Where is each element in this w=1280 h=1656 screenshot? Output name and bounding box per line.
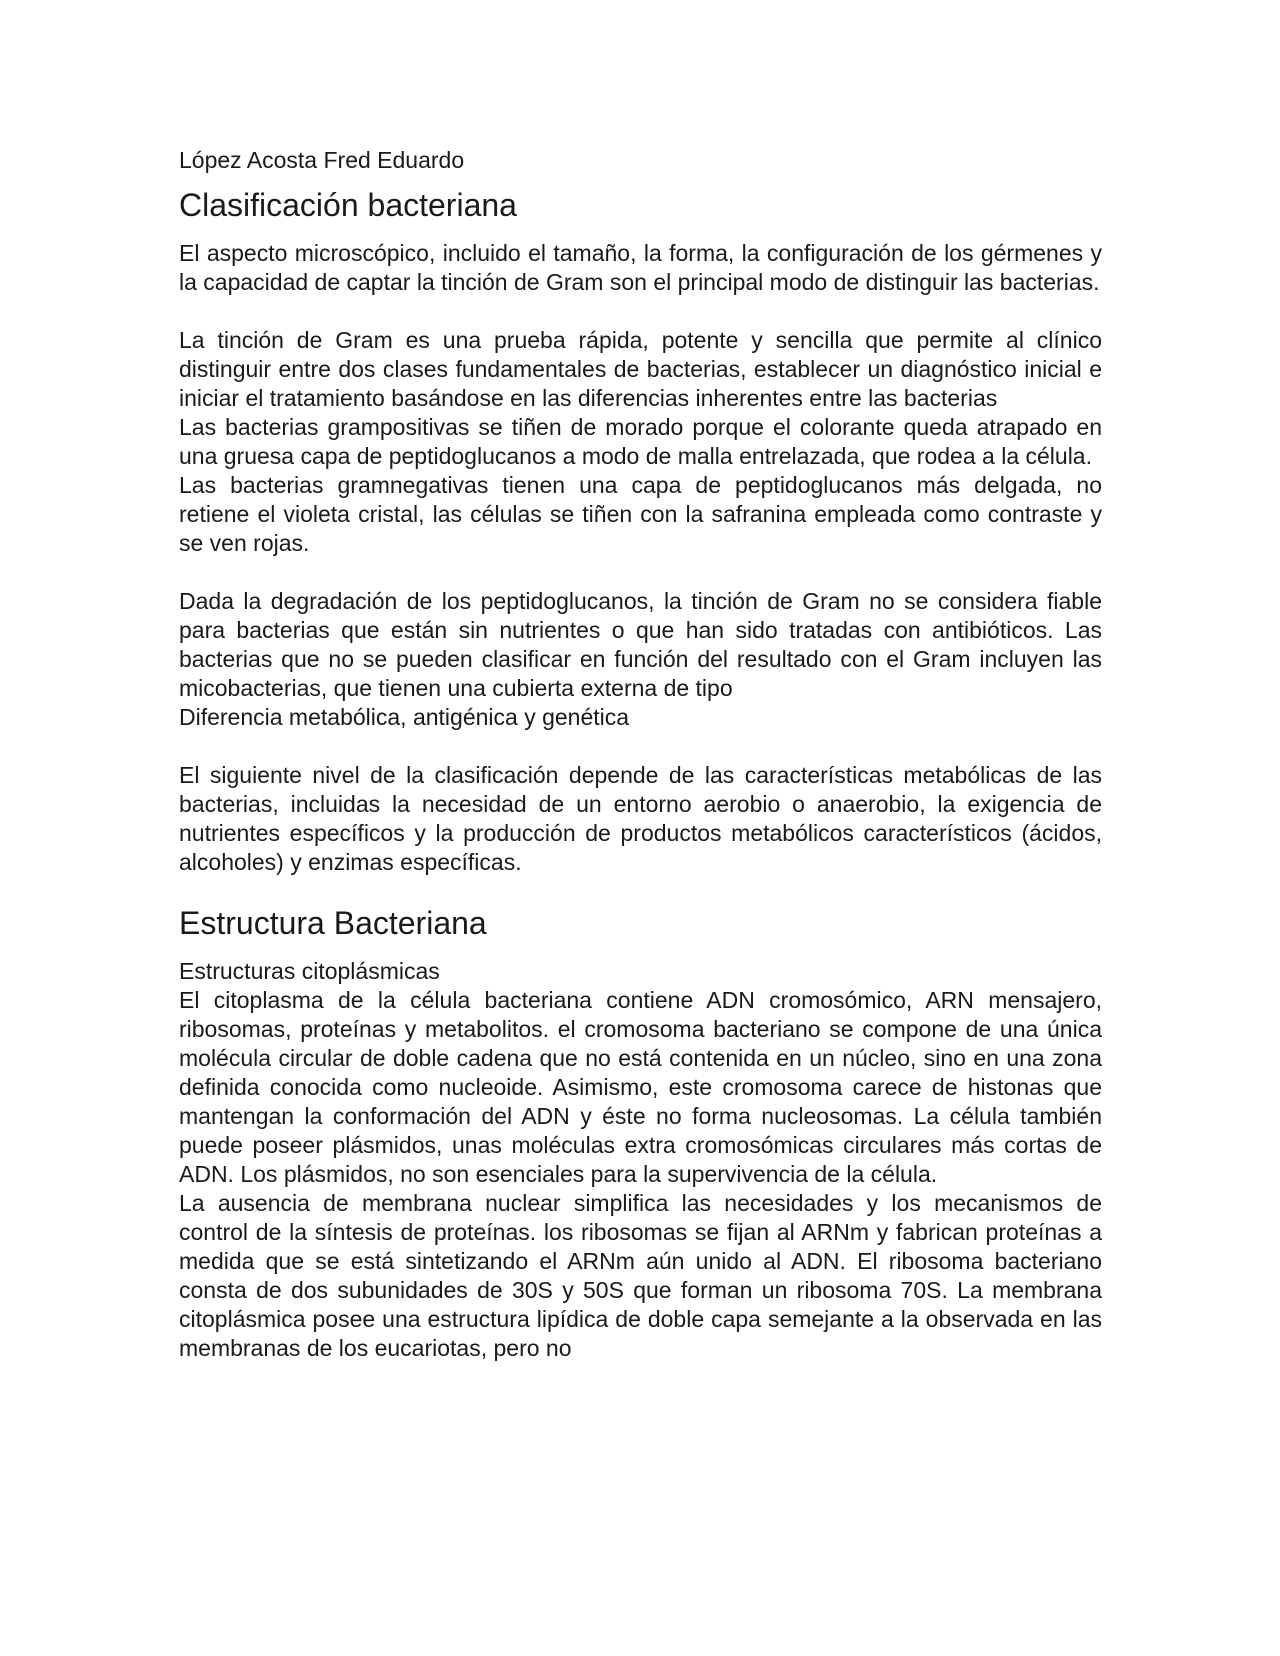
subsection-heading: Estructuras citoplásmicas <box>179 958 440 984</box>
author-name: López Acosta Fred Eduardo <box>179 147 465 173</box>
paragraph: Las bacterias gramnegativas tienen una capa de peptidoglucanos más delgada, no retiene el violeta cristal, las células se tiñen con la safranina empleada como contraste y se ven rojas. <box>179 472 1102 556</box>
section-heading-estructura: Estructura Bacteriana <box>179 905 487 941</box>
document-body <box>179 146 1102 1363</box>
paragraph: Las bacterias grampositivas se tiñen de morado porque el colorante queda atrapado en una gruesa capa de peptidoglucanos a modo de malla entrelazada, que rodea a la célula. <box>179 414 1102 469</box>
paragraph: El aspecto microscópico, incluido el tamaño, la forma, la configuración de los gérmenes y la capacidad de captar la tinción de Gram son el principal modo de distinguir las bacterias. <box>179 240 1102 295</box>
section-heading-clasificacion: Clasificación bacteriana <box>179 187 517 223</box>
paragraph-spacer <box>179 558 1102 587</box>
paragraph: El citoplasma de la célula bacteriana contiene ADN cromosómico, ARN mensajero, ribosomas, proteínas y metabolitos. el cromosoma bacteriano se compone de una única molécula circular de doble cadena que no está contenida en un núcleo, sino en una zona definida conocida como nucleoide. Asimismo, este cromosoma carece de histonas que mantengan la conformación del ADN y éste no forma nucleosomas. La célula también puede poseer plásmidos, unas moléculas extra cromosómicas circulares más cortas de ADN. Los plásmidos, no son esenciales para la supervivencia de la célula. <box>179 987 1102 1187</box>
paragraph: La tinción de Gram es una prueba rápida, potente y sencilla que permite al clínico distinguir entre dos clases fundamentales de bacterias, establecer un diagnóstico inicial e iniciar el tratamiento basándose en las diferencias inherentes entre las bacterias <box>179 327 1102 411</box>
paragraph: Diferencia metabólica, antigénica y genética <box>179 704 630 730</box>
paragraph-spacer <box>179 732 1102 761</box>
paragraph: Dada la degradación de los peptidoglucanos, la tinción de Gram no se considera fiable para bacterias que están sin nutrientes o que han sido tratadas con antibióticos. Las bacterias que no se pueden clasificar en función del resultado con el Gram incluyen las micobacterias, que tienen una cubierta externa de tipo <box>179 588 1102 701</box>
paragraph: La ausencia de membrana nuclear simplifica las necesidades y los mecanismos de control de la síntesis de proteínas. los ribosomas se fijan al ARNm y fabrican proteínas a medida que se está sintetizando el ARNm aún unido al ADN. El ribosoma bacteriano consta de dos subunidades de 30S y 50S que forman un ribosoma 70S. La membrana citoplásmica posee una estructura lipídica de doble capa semejante a la observada en las membranas de los eucariotas, pero no <box>179 1190 1102 1361</box>
paragraph-spacer <box>179 297 1102 326</box>
paragraph: El siguiente nivel de la clasificación depende de las características metabólicas de las bacterias, incluidas la necesidad de un entorno aerobio o anaerobio, la exigencia de nutrientes específicos y la producción de productos metabólicos característicos (ácidos, alcoholes) y enzimas específicas. <box>179 762 1102 875</box>
